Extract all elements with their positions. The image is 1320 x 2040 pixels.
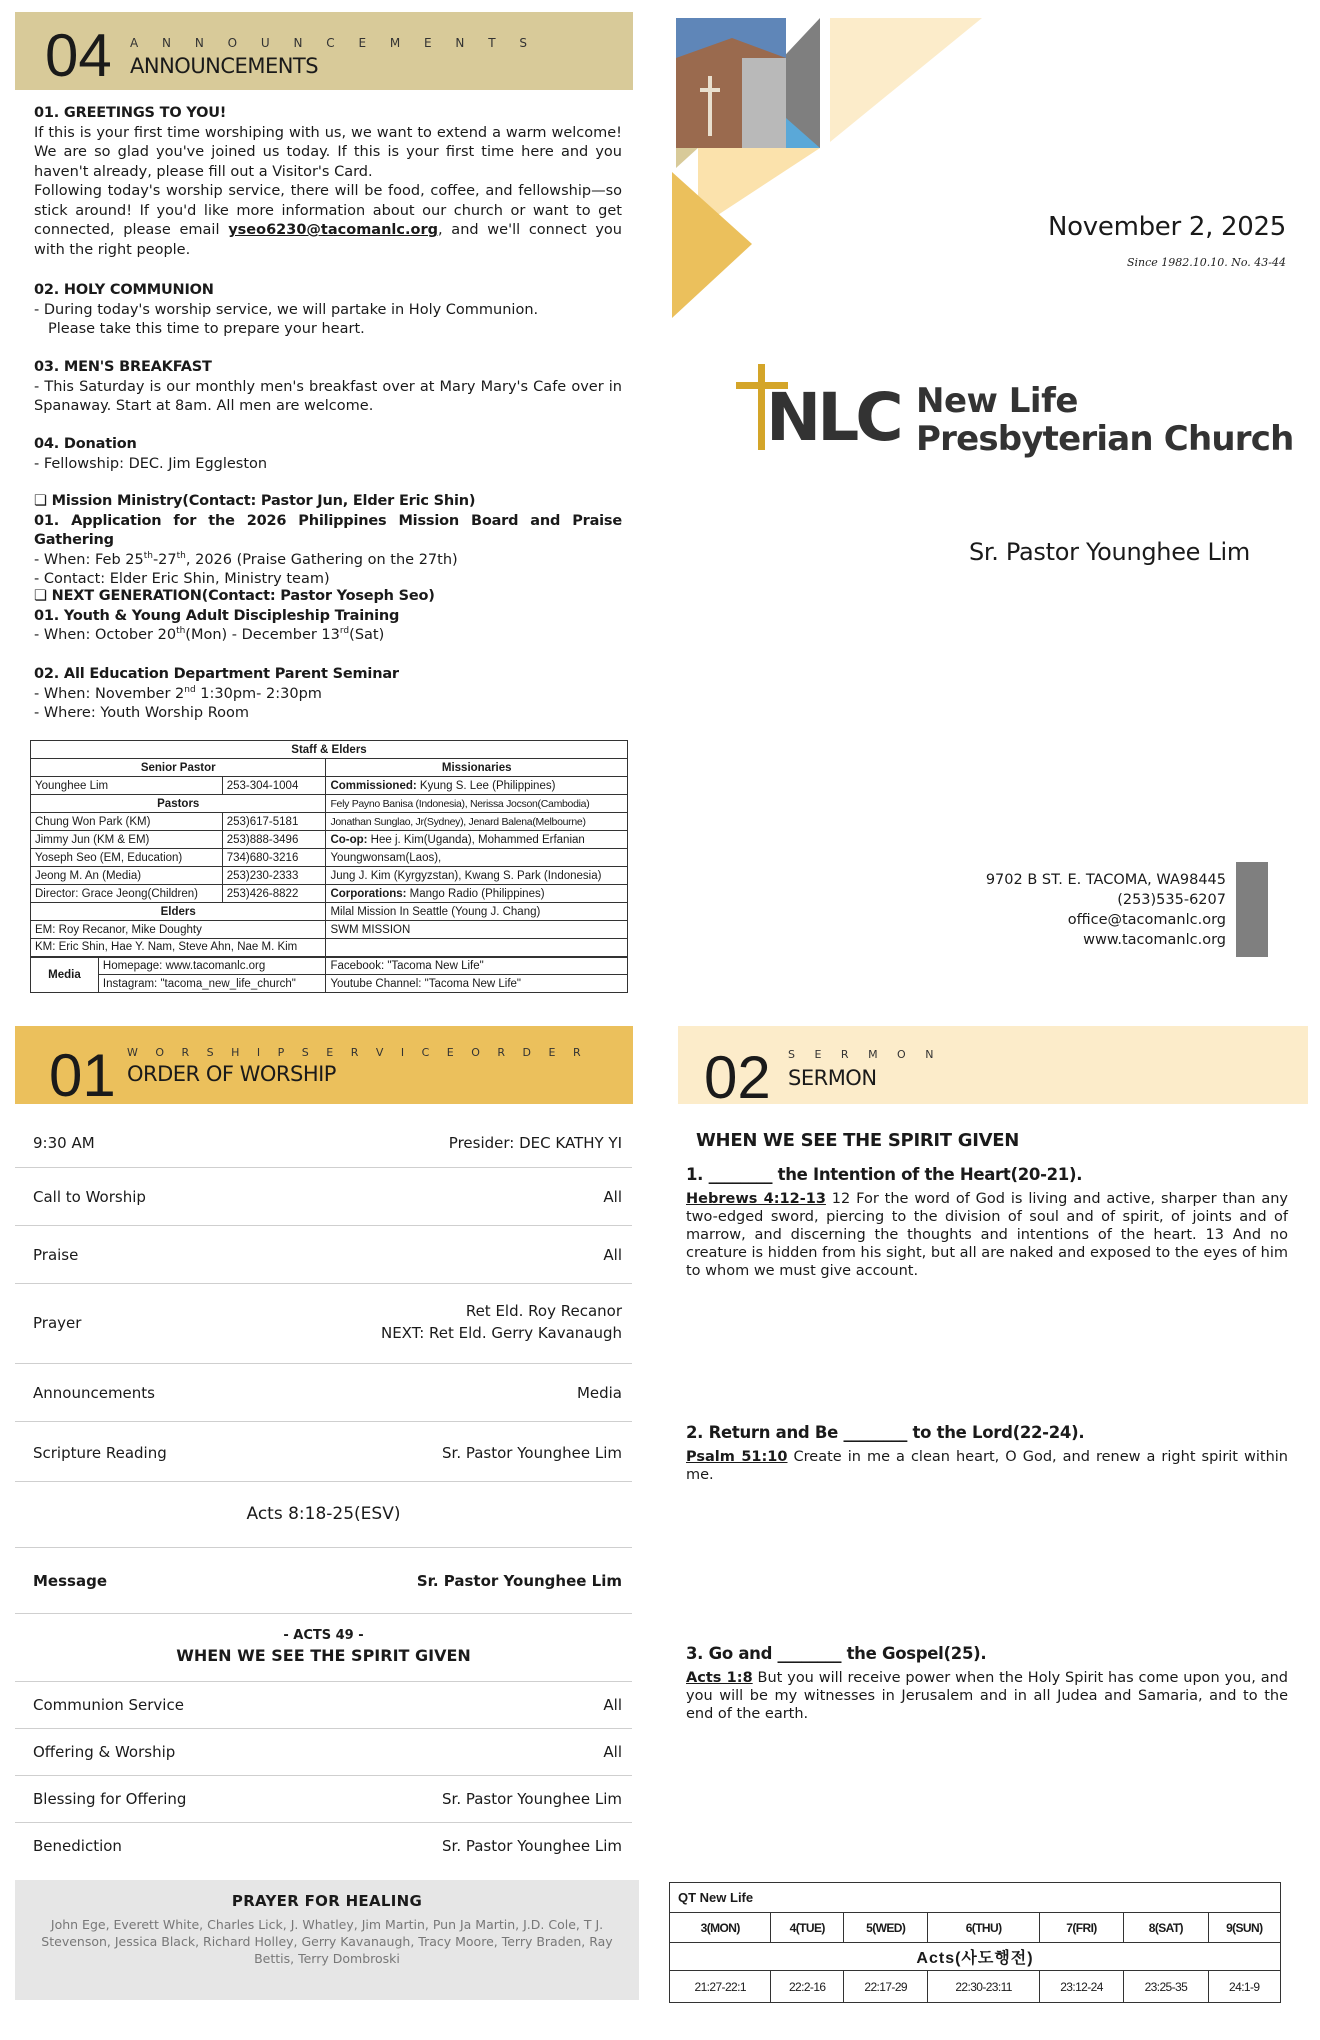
announcement-nextgen — [34, 587, 622, 646]
media-label: Media — [31, 957, 99, 993]
sermon-point-scripture: Psalm 51:10 Create in me a clean heart, O God, and renew a right spirit within me. — [686, 1449, 1289, 1483]
worship-item-row — [15, 1682, 632, 1729]
qt-range: 23:25-35 — [1124, 1971, 1208, 2003]
elders-cell: EM: Roy Recanor, Mike Doughty — [31, 921, 326, 939]
worship-item-leader: Media — [576, 1384, 622, 1402]
presider: Presider: DEC KATHY YI — [448, 1134, 622, 1152]
announcements-header — [15, 12, 633, 90]
section-spaced-label: A N N O U N C E M E N T S — [130, 36, 537, 50]
staff-elders-table — [30, 740, 628, 993]
office-email-link[interactable]: office@tacomanlc.org — [1067, 912, 1226, 928]
sermon-point-heading: 3. Go and ________ the Gospel(25). — [686, 1644, 987, 1663]
message-row — [15, 1548, 632, 1614]
missionary-cell: Milal Mission In Seattle (Young J. Chang) — [326, 903, 628, 921]
announcement-greetings — [34, 104, 622, 260]
church-photo-wall — [742, 58, 786, 148]
qt-day: 5(WED) — [844, 1913, 928, 1943]
worship-item-row — [15, 1168, 632, 1226]
table-caption: Staff & Elders — [31, 741, 628, 759]
worship-item-label: Blessing for Offering — [33, 1790, 187, 1808]
announcement-text: - Fellowship: DEC. Jim Eggleston — [34, 455, 268, 472]
scripture-row — [15, 1482, 632, 1548]
announcement-text: - This Saturday is our monthly men's breakfast over at Mary Mary's Cafe over in Spanaway. Start at 8am. All men are welcome. — [34, 378, 622, 414]
table-header: Pastors — [31, 795, 326, 813]
announcement-subheading: 02. All Education Department Parent Seminar — [34, 666, 399, 682]
staff-phone: 253)888-3496 — [222, 831, 326, 849]
section-number: 01 — [49, 1042, 116, 1109]
worship-item-label: Prayer — [33, 1314, 82, 1332]
gray-accent-bar — [1236, 862, 1268, 957]
bulletin-date: November 2, 2025 — [1048, 212, 1286, 242]
sermon-point-scripture: Hebrews 4:12-13 12 For the word of God is living and active, sharper than any two-edged sword, piercing to the division of soul and of spirit, of joints and of marrow, and discerning the thoughts and intentions of the heart. 13 And no creature is hidden from his sight, but all are naked and exposed to the eyes of him to whom we must give account. — [686, 1191, 1288, 1279]
worship-item-row — [15, 1364, 632, 1422]
scripture-reference: Acts 8:18-25(ESV) — [246, 1504, 401, 1524]
worship-item-label: Communion Service — [33, 1696, 184, 1714]
sermon-point — [686, 1166, 1288, 1280]
sermon-point — [686, 1424, 1288, 1484]
elders-cell: KM: Eric Shin, Hae Y. Nam, Steve Ahn, Nae M. Kim — [31, 939, 326, 957]
phone-number: (253)535-6207 — [1117, 892, 1226, 908]
announcement-text: - When: Feb 25th-27th, 2026 (Praise Gathering on the 27th) — [34, 550, 458, 568]
worship-item-row — [15, 1729, 632, 1776]
logo-letters: NLC — [766, 379, 900, 456]
section-number: 02 — [704, 1044, 771, 1111]
staff-phone: 253)617-5181 — [222, 813, 326, 831]
since-issue-number: Since 1982.10.10. No. 43-44 — [1126, 256, 1286, 269]
announcement-heading: 02. HOLY COMMUNION — [34, 282, 214, 298]
announcement-text: - Where: Youth Worship Room — [34, 705, 250, 721]
street-address: 9702 B ST. E. TACOMA, WA98445 — [985, 872, 1226, 888]
announcement-seminar — [34, 665, 622, 724]
worship-item-label: Offering & Worship — [33, 1743, 176, 1761]
sermon-header — [678, 1026, 1308, 1111]
section-title: ORDER OF WORSHIP — [127, 1062, 336, 1086]
announcement-text: Please take this time to prepare your heart. — [48, 321, 365, 337]
qt-day: 4(TUE) — [771, 1913, 844, 1943]
qt-day: 9(SUN) — [1208, 1913, 1280, 1943]
qt-day: 3(MON) — [670, 1913, 771, 1943]
qt-range: 22:2-16 — [771, 1971, 844, 2003]
youtube-link[interactable]: Youtube Channel: "Tacoma New Life" — [326, 975, 628, 993]
church-name-line1: New Life — [916, 381, 1078, 421]
announcement-text: - During today's worship service, we will partake in Holy Communion. — [34, 301, 539, 318]
staff-name: Yoseph Seo (EM, Education) — [31, 849, 223, 867]
message-label: Message — [33, 1572, 107, 1590]
section-number: 04 — [45, 22, 112, 89]
sermon-title-row — [15, 1614, 632, 1682]
missionary-cell: SWM MISSION — [326, 921, 628, 939]
announcement-text: - When: October 20th(Mon) - December 13rd(Sat) — [34, 626, 385, 643]
section-spaced-label: W O R S H I P S E R V I C E O R D E R — [127, 1046, 588, 1059]
homepage-link[interactable]: Homepage: www.tacomanlc.org — [98, 957, 326, 975]
prayer-title: PRAYER FOR HEALING — [231, 1892, 423, 1910]
qt-book: Acts(사도행전) — [670, 1943, 1281, 1971]
website-link[interactable]: www.tacomanlc.org — [1083, 932, 1226, 948]
announcement-heading: ❏ NEXT GENERATION(Contact: Pastor Yoseph Seo) — [34, 588, 435, 604]
announcement-heading: ❏ Mission Ministry(Contact: Pastor Jun, Elder Eric Shin) — [34, 493, 476, 509]
church-address-block — [900, 870, 1226, 950]
missionary-cell: Jung J. Kim (Kyrgyzstan), Kwang S. Park (Indonesia) — [326, 867, 628, 885]
staff-name: Director: Grace Jeong(Children) — [31, 885, 223, 903]
missionary-cell: Co-op: Hee j. Kim(Uganda), Mohammed Erfanian — [326, 831, 628, 849]
announcement-heading: 03. MEN'S BREAKFAST — [34, 359, 212, 375]
church-name-line2: Presbyterian Church — [916, 419, 1294, 459]
worship-item-label: Call to Worship — [33, 1188, 146, 1206]
qt-range: 22:30-23:11 — [928, 1971, 1039, 2003]
staff-name: Younghee Lim — [31, 777, 223, 795]
worship-item-leader: Sr. Pastor Younghee Lim — [442, 1790, 622, 1808]
prayer-names: John Ege, Everett White, Charles Lick, J. Whatley, Jim Martin, Pun Ja Martin, J.D. Cole, T J. Stevenson, Jessica Black, Richard Holley, Gerry Kavanaugh, Tracy Moore, Terry Braden, Ray Bettis, Terry Dombroski — [41, 1917, 613, 1966]
sermon-point-heading: 2. Return and Be ________ to the Lord(22-24). — [686, 1423, 1085, 1442]
qt-day: 6(THU) — [928, 1913, 1039, 1943]
sermon-main-title: WHEN WE SEE THE SPIRIT GIVEN — [696, 1130, 1020, 1151]
announcement-text: - Contact: Elder Eric Shin, Ministry team) — [34, 571, 330, 587]
sermon-title: WHEN WE SEE THE SPIRIT GIVEN — [176, 1646, 471, 1665]
table-header: Elders — [31, 903, 326, 921]
announcement-breakfast — [34, 358, 622, 417]
staff-name: Chung Won Park (KM) — [31, 813, 223, 831]
worship-item-leader: All — [603, 1696, 622, 1714]
announcement-communion — [34, 281, 622, 340]
qt-range: 22:17-29 — [844, 1971, 928, 2003]
announcement-mission — [34, 492, 622, 590]
section-spaced-label: S E R M O N — [788, 1048, 942, 1061]
contact-email-link[interactable]: yseo6230@tacomanlc.org — [228, 222, 438, 238]
worship-item-label: Benediction — [33, 1837, 122, 1855]
staff-phone: 253)426-8822 — [222, 885, 326, 903]
worship-item-leader: Sr. Pastor Younghee Lim — [442, 1837, 622, 1855]
staff-name: Jeong M. An (Media) — [31, 867, 223, 885]
missionary-cell: Corporations: Mango Radio (Philippines) — [326, 885, 628, 903]
qt-range: 23:12-24 — [1039, 1971, 1123, 2003]
worship-item-leader: All — [603, 1743, 622, 1761]
qt-range: 24:1-9 — [1208, 1971, 1280, 2003]
table-header: Missionaries — [326, 759, 628, 777]
worship-item-next-leader: NEXT: Ret Eld. Gerry Kavanaugh — [380, 1324, 622, 1342]
worship-item-leader: All — [603, 1246, 622, 1264]
worship-item-label: Scripture Reading — [33, 1444, 167, 1462]
cross-icon — [708, 76, 712, 136]
worship-item-leader: Sr. Pastor Younghee Lim — [442, 1444, 622, 1462]
message-preacher: Sr. Pastor Younghee Lim — [416, 1572, 622, 1590]
worship-item-row — [15, 1776, 632, 1823]
service-time: 9:30 AM — [33, 1134, 95, 1152]
announcement-donation — [34, 435, 622, 474]
senior-pastor-name: Sr. Pastor Younghee Lim — [968, 538, 1250, 566]
worship-item-label: Praise — [33, 1246, 79, 1264]
qt-range: 21:27-22:1 — [670, 1971, 771, 2003]
announcement-text: Following today's worship service, there will be food, coffee, and fellowship—so stick around! If you'd like more information about our church or want to get connected, please email yseo6230@tacomanlc.org, and we'll connect you with the right people. — [34, 183, 622, 258]
table-header: Senior Pastor — [31, 759, 326, 777]
sermon-series: - ACTS 49 - — [283, 1628, 364, 1643]
qt-title: QT New Life — [670, 1883, 1281, 1913]
qt-day: 7(FRI) — [1039, 1913, 1123, 1943]
service-time-row — [15, 1122, 632, 1168]
announcement-text: If this is your first time worshiping with us, we want to extend a warm welcome! We are so glad you've joined us today. If this is your first time here and you haven't already, please fill out a Visitor's Card. — [34, 124, 622, 180]
announcement-subheading: 01. Youth & Young Adult Discipleship Training — [34, 607, 400, 624]
logo-cross-icon — [758, 364, 765, 450]
section-title: ANNOUNCEMENTS — [130, 54, 319, 78]
announcement-heading: 04. Donation — [34, 436, 137, 452]
worship-item-leader: Ret Eld. Roy Recanor — [465, 1302, 622, 1320]
staff-phone: 253)230-2333 — [222, 867, 326, 885]
instagram-link[interactable]: Instagram: "tacoma_new_life_church" — [98, 975, 326, 993]
sermon-point-heading: 1. ________ the Intention of the Heart(20-21). — [686, 1165, 1083, 1184]
sermon-point-scripture: Acts 1:8 But you will receive power when the Holy Spirit has come upon you, and you will be my witnesses in Jerusalem and in all Judea and Samaria, and to the end of the earth. — [686, 1670, 1289, 1722]
section-title: SERMON — [788, 1066, 877, 1090]
cover-geometric-graphic — [672, 18, 982, 320]
worship-item-row — [15, 1226, 632, 1284]
prayer-for-healing-box — [15, 1880, 639, 2000]
missionary-cell: Youngwonsam(Laos), — [326, 849, 628, 867]
missionary-cell: Fely Payno Banisa (Indonesia), Nerissa Jocson(Cambodia) — [326, 795, 628, 813]
staff-name: Jimmy Jun (KM & EM) — [31, 831, 223, 849]
missionary-cell — [326, 939, 628, 957]
staff-phone: 734)680-3216 — [222, 849, 326, 867]
sermon-point — [686, 1645, 1288, 1723]
qt-reading-table — [669, 1882, 1281, 2003]
worship-item-label: Announcements — [33, 1384, 155, 1402]
missionary-cell: Commissioned: Kyung S. Lee (Philippines) — [326, 777, 628, 795]
worship-header — [15, 1026, 633, 1109]
cream-triangle — [830, 18, 982, 142]
announcement-text: - When: November 2nd 1:30pm- 2:30pm — [34, 684, 322, 702]
missionary-cell: Jonathan Sunglao, Jr(Sydney), Jenard Balena(Melbourne) — [326, 813, 628, 831]
staff-phone: 253-304-1004 — [222, 777, 326, 795]
announcement-heading: 01. GREETINGS TO YOU! — [34, 105, 227, 121]
worship-item-leader: All — [603, 1188, 622, 1206]
facebook-link[interactable]: Facebook: "Tacoma New Life" — [326, 957, 628, 975]
announcement-subheading: 01. Application for the 2026 Philippines Mission Board and Praise Gathering — [34, 512, 622, 548]
worship-item-row — [15, 1823, 632, 1870]
tan-triangle — [676, 148, 698, 168]
qt-day: 8(SAT) — [1124, 1913, 1208, 1943]
worship-item-row — [15, 1284, 632, 1364]
worship-item-row — [15, 1422, 632, 1482]
